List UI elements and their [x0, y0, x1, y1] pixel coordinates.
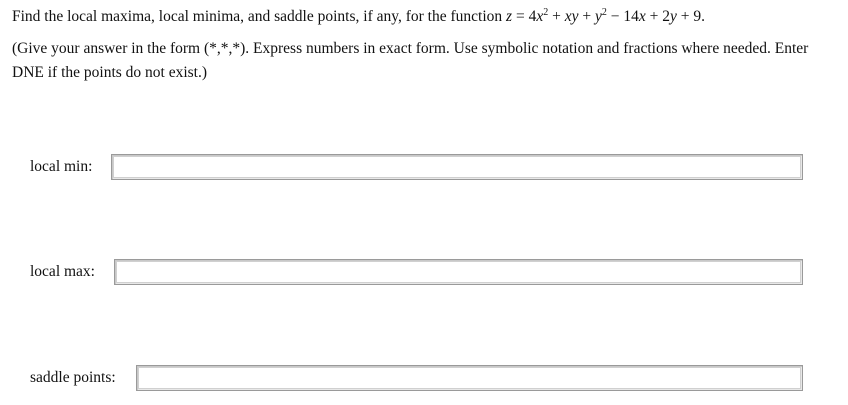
function-formula: $z = 4x^2$ + xy + $y^2 - 14x + 2y + 9$. [506, 7, 706, 25]
answer-instructions: (Give your answer in the form (*,*,*). Express numbers in exact form. Use symbolic notation and fractions where needed. Enter DNE if the points do not exist.) [12, 40, 809, 81]
local-max-input[interactable] [114, 259, 803, 285]
local-max-label: local max: [30, 263, 95, 280]
question-prefix: Find the local maxima, local minima, and saddle points, if any, for the function [12, 8, 507, 25]
saddle-points-label: saddle points: [30, 369, 116, 386]
local-min-label: local min: [30, 158, 93, 175]
question-text [12, 6, 842, 27]
saddle-points-row [30, 364, 116, 392]
saddle-points-input[interactable] [136, 365, 803, 391]
local-min-input[interactable] [111, 154, 803, 180]
local-max-row [30, 258, 95, 286]
local-min-row [30, 153, 92, 181]
